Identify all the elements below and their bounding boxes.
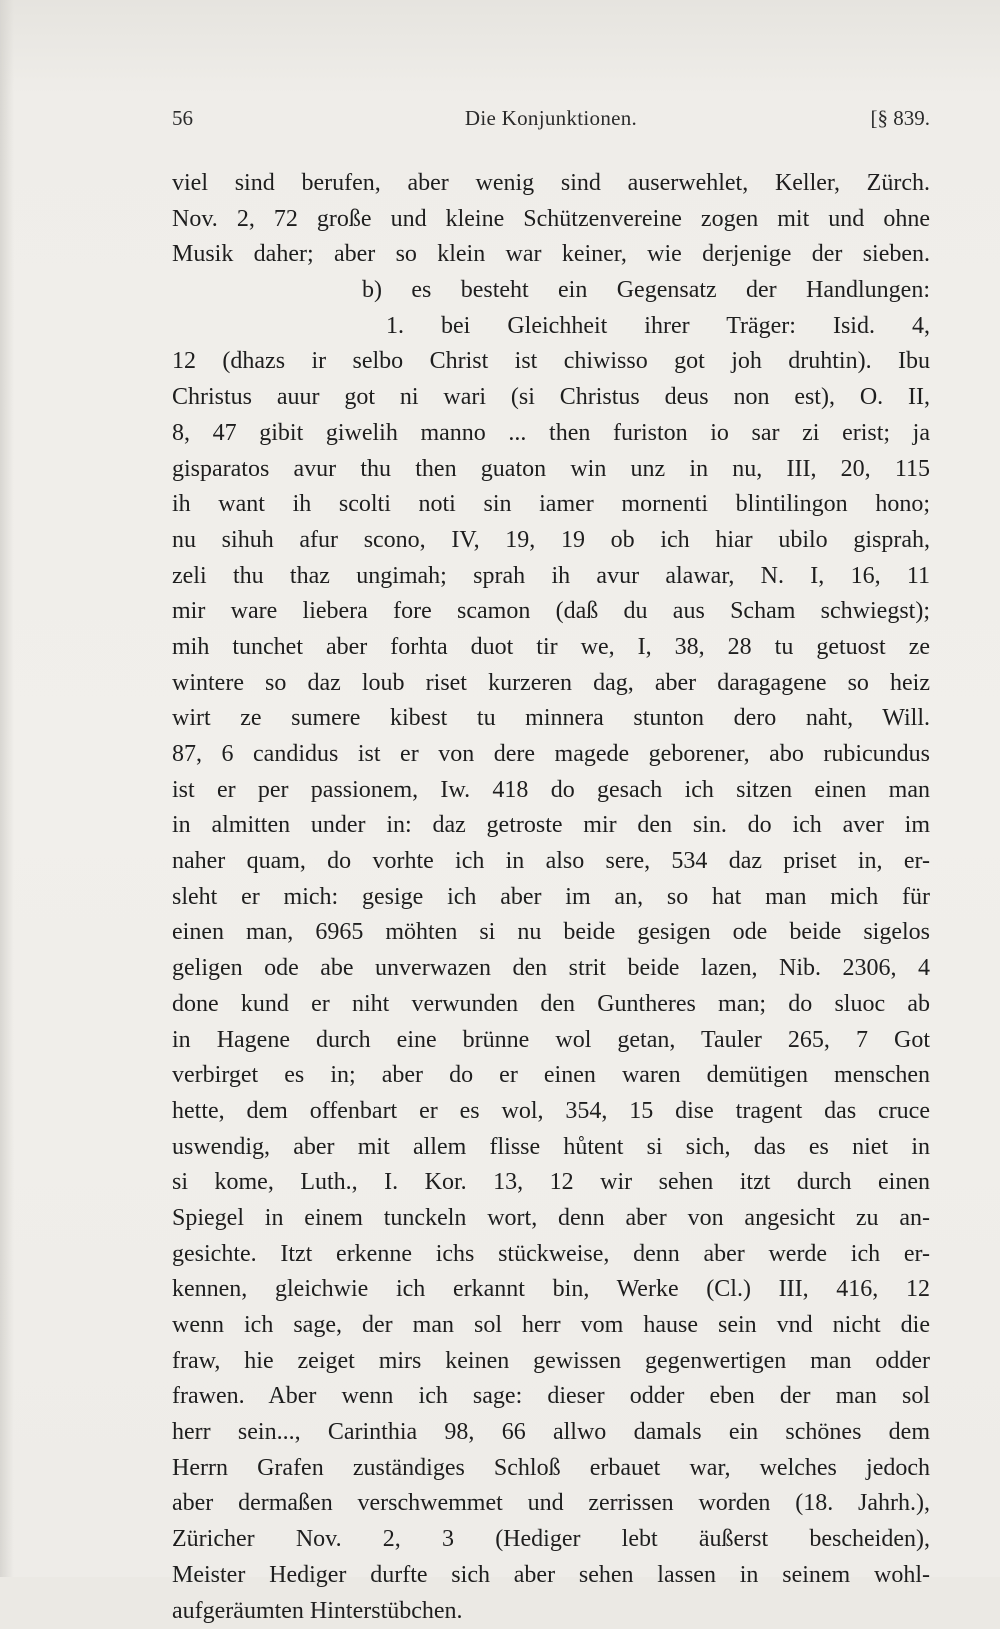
text-line: mir ware liebera fore scamon (daß du aus Scham schwiegst); — [172, 594, 930, 630]
text-line: done kund er niht verwunden den Guntheres man; do sluoc ab — [172, 987, 930, 1023]
text-line: sleht er mich: gesige ich aber im an, so hat man mich für — [172, 880, 930, 916]
text-line: kennen, gleichwie ich erkannt bin, Werke (Cl.) III, 416, 12 — [172, 1272, 930, 1308]
text-line: ist er per passionem, Iw. 418 do gesach ich sitzen einen man — [172, 773, 930, 809]
text-line: b) es besteht ein Gegensatz der Handlungen: — [172, 273, 930, 309]
text-line: 87, 6 candidus ist er von dere magede geborener, abo rubicundus — [172, 737, 930, 773]
text-line: si kome, Luth., I. Kor. 13, 12 wir sehen itzt durch einen — [172, 1165, 930, 1201]
body-text — [172, 166, 930, 1629]
section-reference: [§ 839. — [871, 106, 931, 131]
text-line: verbirget es in; aber do er einen waren demütigen menschen — [172, 1058, 930, 1094]
text-line: wirt ze sumere kibest tu minnera stunton dero naht, Will. — [172, 701, 930, 737]
text-line: Meister Hediger durfte sich aber sehen lassen in seinem wohl- — [172, 1558, 930, 1594]
text-line: in Hagene durch eine brünne wol getan, Tauler 265, 7 Got — [172, 1023, 930, 1059]
text-line: Züricher Nov. 2, 3 (Hediger lebt äußerst bescheiden), — [172, 1522, 930, 1558]
text-line: gisparatos avur thu then guaton win unz in nu, III, 20, 115 — [172, 452, 930, 488]
text-line: mih tunchet aber forhta duot tir we, I, 38, 28 tu getuost ze — [172, 630, 930, 666]
text-line: wintere so daz loub riset kurzeren dag, aber daragagene so heiz — [172, 666, 930, 702]
text-line: herr sein..., Carinthia 98, 66 allwo damals ein schönes dem — [172, 1415, 930, 1451]
text-line: gesichte. Itzt erkenne ichs stückweise, denn aber werde ich er- — [172, 1237, 930, 1273]
text-line: frawen. Aber wenn ich sage: dieser odder eben der man sol — [172, 1379, 930, 1415]
text-line: 12 (dhazs ir selbo Christ ist chiwisso got joh druhtin). Ibu — [172, 344, 930, 380]
text-line: hette, dem offenbart er es wol, 354, 15 dise tragent das cruce — [172, 1094, 930, 1130]
text-line: Musik daher; aber so klein war keiner, wie derjenige der sieben. — [172, 237, 930, 273]
text-line: ih want ih scolti noti sin iamer mornenti blintilingon hono; — [172, 487, 930, 523]
text-line: aufgeräumten Hinterstübchen. — [172, 1594, 930, 1629]
text-line: uswendig, aber mit allem flisse hůtent si sich, das es niet in — [172, 1130, 930, 1166]
text-line: aber dermaßen verschwemmet und zerrissen worden (18. Jahrh.), — [172, 1486, 930, 1522]
text-line: Christus auur got ni wari (si Christus deus non est), O. II, — [172, 380, 930, 416]
text-line: Herrn Grafen zuständiges Schloß erbauet war, welches jedoch — [172, 1451, 930, 1487]
text-line: 8, 47 gibit giwelih manno ... then furiston io sar zi erist; ja — [172, 416, 930, 452]
text-line: Nov. 2, 72 große und kleine Schützenvereine zogen mit und ohne — [172, 202, 930, 238]
text-line: viel sind berufen, aber wenig sind auserwehlet, Keller, Zürch. — [172, 166, 930, 202]
text-line: nu sihuh afur scono, IV, 19, 19 ob ich hiar ubilo gisprah, — [172, 523, 930, 559]
text-line: wenn ich sage, der man sol herr vom hause sein vnd nicht die — [172, 1308, 930, 1344]
text-line: zeli thu thaz ungimah; sprah ih avur alawar, N. I, 16, 11 — [172, 559, 930, 595]
text-line: geligen ode abe unverwazen den strit beide lazen, Nib. 2306, 4 — [172, 951, 930, 987]
page-number: 56 — [172, 106, 193, 131]
text-line: in almitten under in: daz getroste mir den sin. do ich aver im — [172, 808, 930, 844]
text-line: einen man, 6965 möhten si nu beide gesigen ode beide sigelos — [172, 915, 930, 951]
running-header — [172, 106, 930, 136]
text-line: fraw, hie zeiget mirs keinen gewissen gegenwertigen man odder — [172, 1344, 930, 1380]
text-line: Spiegel in einem tunckeln wort, denn aber von angesicht zu an- — [172, 1201, 930, 1237]
running-title: Die Konjunktionen. — [172, 106, 930, 131]
text-line: 1. bei Gleichheit ihrer Träger: Isid. 4, — [172, 309, 930, 345]
text-line: naher quam, do vorhte ich in also sere, 534 daz priset in, er- — [172, 844, 930, 880]
page-edge-shadow — [0, 0, 14, 1577]
